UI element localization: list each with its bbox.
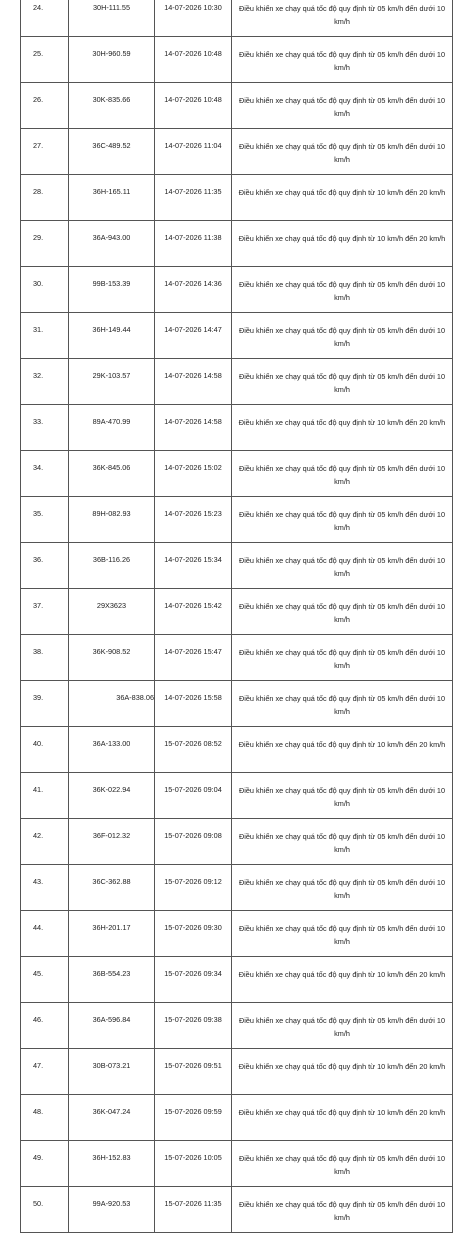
table-row [21,405,453,451]
row-number: 36. [21,543,69,589]
license-plate: 36H-201.17 [69,911,155,957]
violation-description: Điều khiển xe chạy quá tốc độ quy định từ 10 km/h đến 20 km/h [232,175,453,221]
violation-description: Điều khiển xe chạy quá tốc độ quy định từ 05 km/h đến dưới 10 km/h [232,911,453,957]
row-number: 48. [21,1095,69,1141]
table-row [21,911,453,957]
row-number: 30. [21,267,69,313]
violation-time: 15-07-2026 09:34 [155,957,232,1003]
violation-description: Điều khiển xe chạy quá tốc độ quy định từ 05 km/h đến dưới 10 km/h [232,129,453,175]
table-row [21,451,453,497]
license-plate: 36H-165.11 [69,175,155,221]
violation-description: Điều khiển xe chạy quá tốc độ quy định từ 05 km/h đến dưới 10 km/h [232,0,453,37]
row-number: 32. [21,359,69,405]
row-number: 38. [21,635,69,681]
violation-time: 14-07-2026 14:47 [155,313,232,359]
violation-description: Điều khiển xe chạy quá tốc độ quy định từ 10 km/h đến 20 km/h [232,727,453,773]
violation-time: 14-07-2026 15:42 [155,589,232,635]
table-row [21,957,453,1003]
table-row [21,819,453,865]
row-number: 31. [21,313,69,359]
license-plate: 36H-149.44 [69,313,155,359]
row-number: 37. [21,589,69,635]
violation-description: Điều khiển xe chạy quá tốc độ quy định từ 05 km/h đến dưới 10 km/h [232,865,453,911]
violation-description: Điều khiển xe chạy quá tốc độ quy định từ 05 km/h đến dưới 10 km/h [232,267,453,313]
table-row [21,1095,453,1141]
row-number: 27. [21,129,69,175]
violation-description: Điều khiển xe chạy quá tốc độ quy định từ 05 km/h đến dưới 10 km/h [232,819,453,865]
violation-description: Điều khiển xe chạy quá tốc độ quy định từ 05 km/h đến dưới 10 km/h [232,83,453,129]
row-number: 33. [21,405,69,451]
table-row [21,313,453,359]
table-row [21,0,453,37]
violation-time: 15-07-2026 09:30 [155,911,232,957]
license-plate: 36B-554.23 [69,957,155,1003]
violation-time: 15-07-2026 09:51 [155,1049,232,1095]
license-plate: 89H-082.93 [69,497,155,543]
license-plate: 36K-908.52 [69,635,155,681]
table-row [21,635,453,681]
row-number: 29. [21,221,69,267]
violation-description: Điều khiển xe chạy quá tốc độ quy định từ 05 km/h đến dưới 10 km/h [232,681,453,727]
violation-description: Điều khiển xe chạy quá tốc độ quy định từ 05 km/h đến dưới 10 km/h [232,635,453,681]
row-number: 25. [21,37,69,83]
license-plate: 30K-835.66 [69,83,155,129]
table-row [21,1187,453,1233]
violation-description: Điều khiển xe chạy quá tốc độ quy định từ 05 km/h đến dưới 10 km/h [232,773,453,819]
violation-description: Điều khiển xe chạy quá tốc độ quy định từ 05 km/h đến dưới 10 km/h [232,543,453,589]
table-row [21,773,453,819]
table-row [21,1141,453,1187]
violations-table [20,0,453,1233]
row-number: 41. [21,773,69,819]
table-row [21,175,453,221]
row-number: 26. [21,83,69,129]
license-plate: 36A-596.84 [69,1003,155,1049]
violation-time: 15-07-2026 09:08 [155,819,232,865]
table-row [21,1003,453,1049]
license-plate: 36B-116.26 [69,543,155,589]
license-plate: 36H-152.83 [69,1141,155,1187]
license-plate: 36K-022.94 [69,773,155,819]
violation-description: Điều khiển xe chạy quá tốc độ quy định từ 10 km/h đến 20 km/h [232,405,453,451]
license-plate: 89A-470.99 [69,405,155,451]
license-plate: 30H-960.59 [69,37,155,83]
license-plate: 36A-943.00 [69,221,155,267]
row-number: 45. [21,957,69,1003]
license-plate: 99A-920.53 [69,1187,155,1233]
violation-description: Điều khiển xe chạy quá tốc độ quy định từ 05 km/h đến dưới 10 km/h [232,451,453,497]
violation-time: 15-07-2026 09:12 [155,865,232,911]
violation-time: 15-07-2026 09:04 [155,773,232,819]
violation-description: Điều khiển xe chạy quá tốc độ quy định từ 10 km/h đến 20 km/h [232,1095,453,1141]
license-plate: 99B-153.39 [69,267,155,313]
violation-description: Điều khiển xe chạy quá tốc độ quy định từ 05 km/h đến dưới 10 km/h [232,1187,453,1233]
row-number: 34. [21,451,69,497]
violation-time: 15-07-2026 08:52 [155,727,232,773]
table-row [21,359,453,405]
violation-description: Điều khiển xe chạy quá tốc độ quy định từ 10 km/h đến 20 km/h [232,221,453,267]
violation-time: 14-07-2026 11:35 [155,175,232,221]
violations-table-body [21,0,453,1233]
row-number: 44. [21,911,69,957]
table-row [21,221,453,267]
table-row [21,1049,453,1095]
violation-description: Điều khiển xe chạy quá tốc độ quy định từ 05 km/h đến dưới 10 km/h [232,37,453,83]
violation-time: 15-07-2026 11:35 [155,1187,232,1233]
violation-description: Điều khiển xe chạy quá tốc độ quy định từ 05 km/h đến dưới 10 km/h [232,1003,453,1049]
row-number: 50. [21,1187,69,1233]
violation-description: Điều khiển xe chạy quá tốc độ quy định từ 05 km/h đến dưới 10 km/h [232,497,453,543]
violation-time: 15-07-2026 09:59 [155,1095,232,1141]
violation-time: 14-07-2026 15:34 [155,543,232,589]
violation-time: 14-07-2026 14:58 [155,359,232,405]
violation-description: Điều khiển xe chạy quá tốc độ quy định từ 05 km/h đến dưới 10 km/h [232,589,453,635]
row-number: 39. [21,681,69,727]
license-plate: 29K-103.57 [69,359,155,405]
violation-time: 14-07-2026 11:38 [155,221,232,267]
row-number: 28. [21,175,69,221]
table-row [21,727,453,773]
license-plate: 36K-047.24 [69,1095,155,1141]
row-number: 40. [21,727,69,773]
violation-time: 14-07-2026 14:58 [155,405,232,451]
violation-time: 14-07-2026 10:48 [155,37,232,83]
license-plate: 36K-845.06 [69,451,155,497]
violation-time: 14-07-2026 10:48 [155,83,232,129]
violation-description: Điều khiển xe chạy quá tốc độ quy định từ 05 km/h đến dưới 10 km/h [232,359,453,405]
row-number: 42. [21,819,69,865]
license-plate: 36C-489.52 [69,129,155,175]
row-number: 35. [21,497,69,543]
table-row [21,83,453,129]
violation-description: Điều khiển xe chạy quá tốc độ quy định từ 10 km/h đến 20 km/h [232,957,453,1003]
violation-time: 14-07-2026 15:58 [155,681,232,727]
license-plate: 36A-838.06 [69,681,155,727]
table-row [21,37,453,83]
table-row [21,543,453,589]
row-number: 43. [21,865,69,911]
violation-time: 14-07-2026 14:36 [155,267,232,313]
row-number: 49. [21,1141,69,1187]
table-row [21,681,453,727]
license-plate: 36A-133.00 [69,727,155,773]
violation-time: 15-07-2026 10:05 [155,1141,232,1187]
license-plate: 30B-073.21 [69,1049,155,1095]
table-row [21,865,453,911]
table-row [21,497,453,543]
table-row [21,267,453,313]
license-plate: 36F-012.32 [69,819,155,865]
table-row [21,589,453,635]
row-number: 46. [21,1003,69,1049]
license-plate: 30H-111.55 [69,0,155,37]
license-plate: 29X3623 [69,589,155,635]
violation-time: 14-07-2026 15:47 [155,635,232,681]
violation-time: 14-07-2026 15:23 [155,497,232,543]
violation-time: 14-07-2026 10:30 [155,0,232,37]
violation-time: 14-07-2026 11:04 [155,129,232,175]
violation-time: 15-07-2026 09:38 [155,1003,232,1049]
license-plate: 36C-362.88 [69,865,155,911]
violation-time: 14-07-2026 15:02 [155,451,232,497]
violation-description: Điều khiển xe chạy quá tốc độ quy định từ 05 km/h đến dưới 10 km/h [232,313,453,359]
row-number: 24. [21,0,69,37]
row-number: 47. [21,1049,69,1095]
table-row [21,129,453,175]
violation-description: Điều khiển xe chạy quá tốc độ quy định từ 05 km/h đến dưới 10 km/h [232,1141,453,1187]
violation-description: Điều khiển xe chạy quá tốc độ quy định từ 10 km/h đến 20 km/h [232,1049,453,1095]
